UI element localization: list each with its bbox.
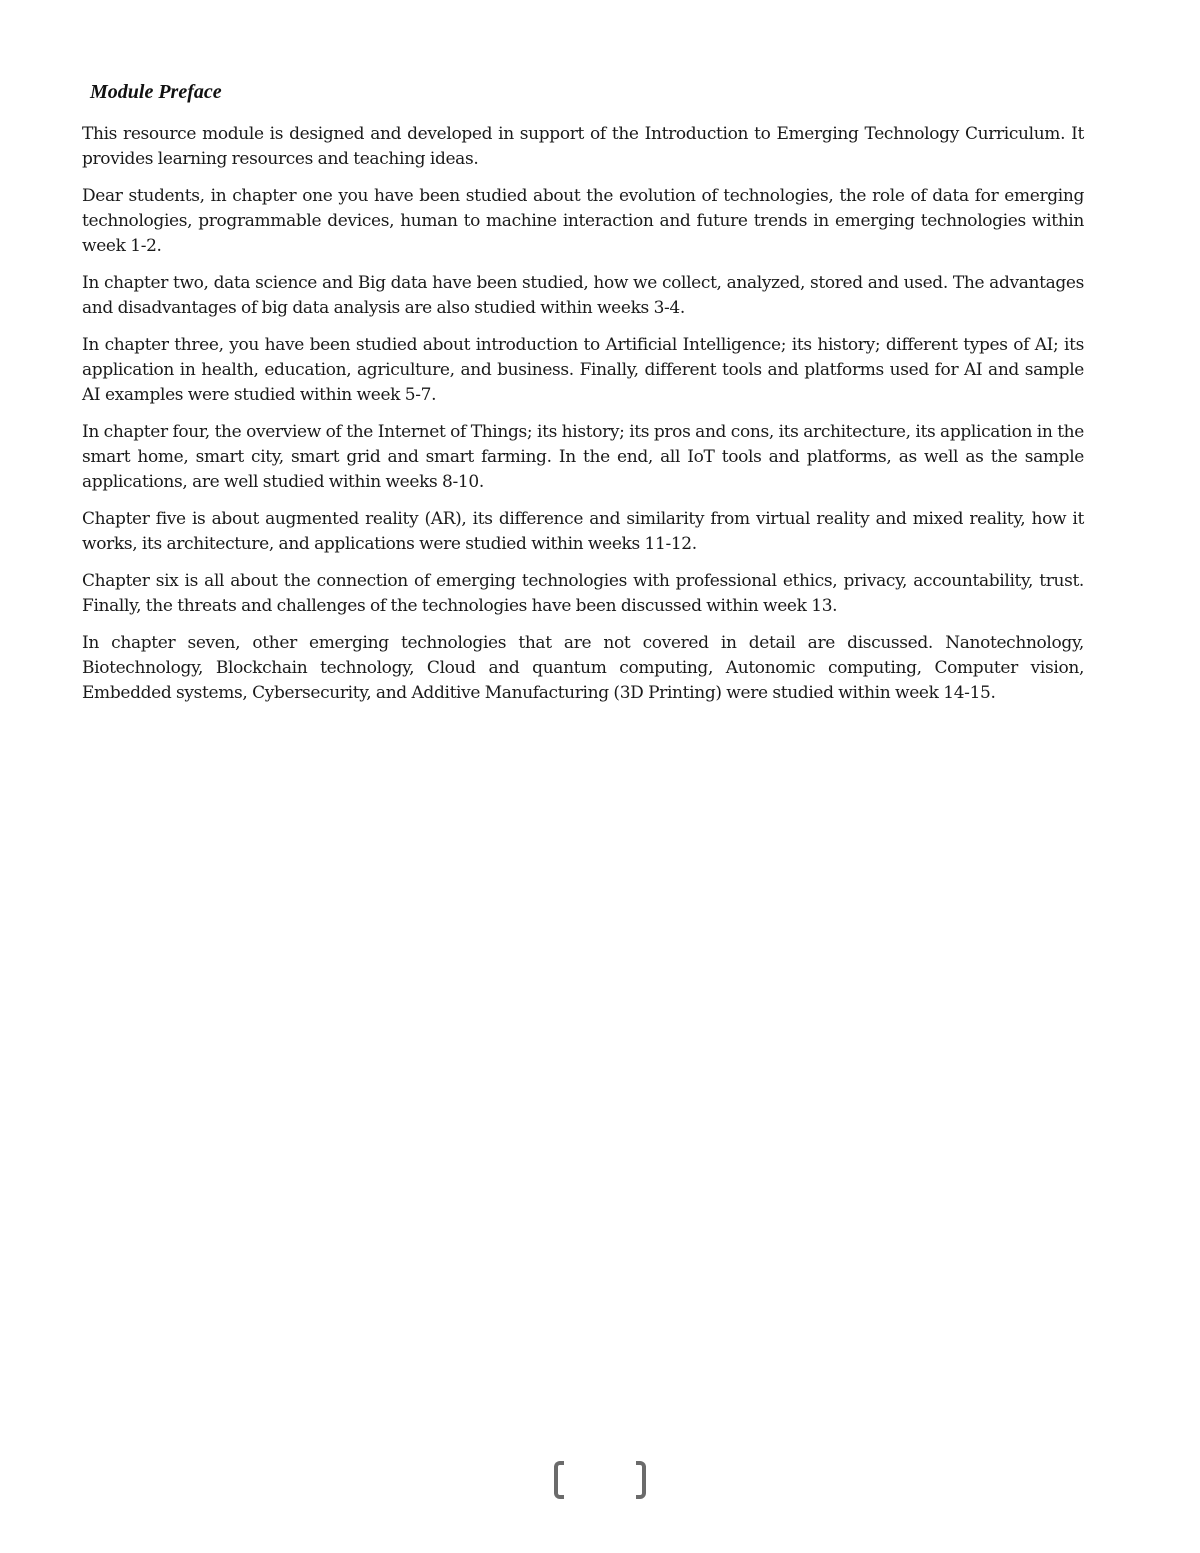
page-number-frame	[548, 1455, 652, 1507]
paragraph-chapter-six: Chapter six is all about the connection of emerging technologies with professional ethics, privacy, accountability, trust. Finally, the threats and challenges of the technologies have been discussed within week 13.	[82, 571, 1084, 616]
paragraph-intro: This resource module is designed and developed in support of the Introduction to Emerging Technology Curriculum. It provides learning resources and teaching ideas.	[82, 124, 1084, 169]
module-preface-heading: Module Preface	[90, 81, 222, 103]
paragraph-chapter-five: Chapter five is about augmented reality (AR), its difference and similarity from virtual reality and mixed reality, how it works, its architecture, and applications were studied within weeks 11-12.	[82, 509, 1084, 554]
paragraph-chapter-one: Dear students, in chapter one you have been studied about the evolution of technologies, the role of data for emerging technologies, programmable devices, human to machine interaction and future trends in emerging technologies within week 1-2.	[82, 186, 1084, 256]
document-page	[82, 78, 1084, 718]
paragraph-chapter-three: In chapter three, you have been studied about introduction to Artificial Intelligence; its history; different types of AI; its application in health, education, agriculture, and business. Finally, different tools and platforms used for AI and sample AI examples were studied within week 5-7.	[82, 335, 1084, 405]
paragraph-chapter-two: In chapter two, data science and Big data have been studied, how we collect, analyzed, stored and used. The advantages and disadvantages of big data analysis are also studied within weeks 3-4.	[82, 273, 1084, 318]
right-bracket-icon	[636, 1461, 646, 1499]
paragraph-chapter-seven: In chapter seven, other emerging technologies that are not covered in detail are discussed. Nanotechnology, Biotechnology, Blockchain technology, Cloud and quantum computing, Autonomic computing, Computer vision, Embedded systems, Cybersecurity, and Additive Manufacturing (3D Printing) were studied within week 14-15.	[82, 633, 1084, 703]
left-bracket-icon	[554, 1461, 564, 1499]
paragraph-chapter-four: In chapter four, the overview of the Internet of Things; its history; its pros and cons, its architecture, its application in the smart home, smart city, smart grid and smart farming. In the end, all IoT tools and platforms, as well as the sample applications, are well studied within weeks 8-10.	[82, 422, 1084, 492]
